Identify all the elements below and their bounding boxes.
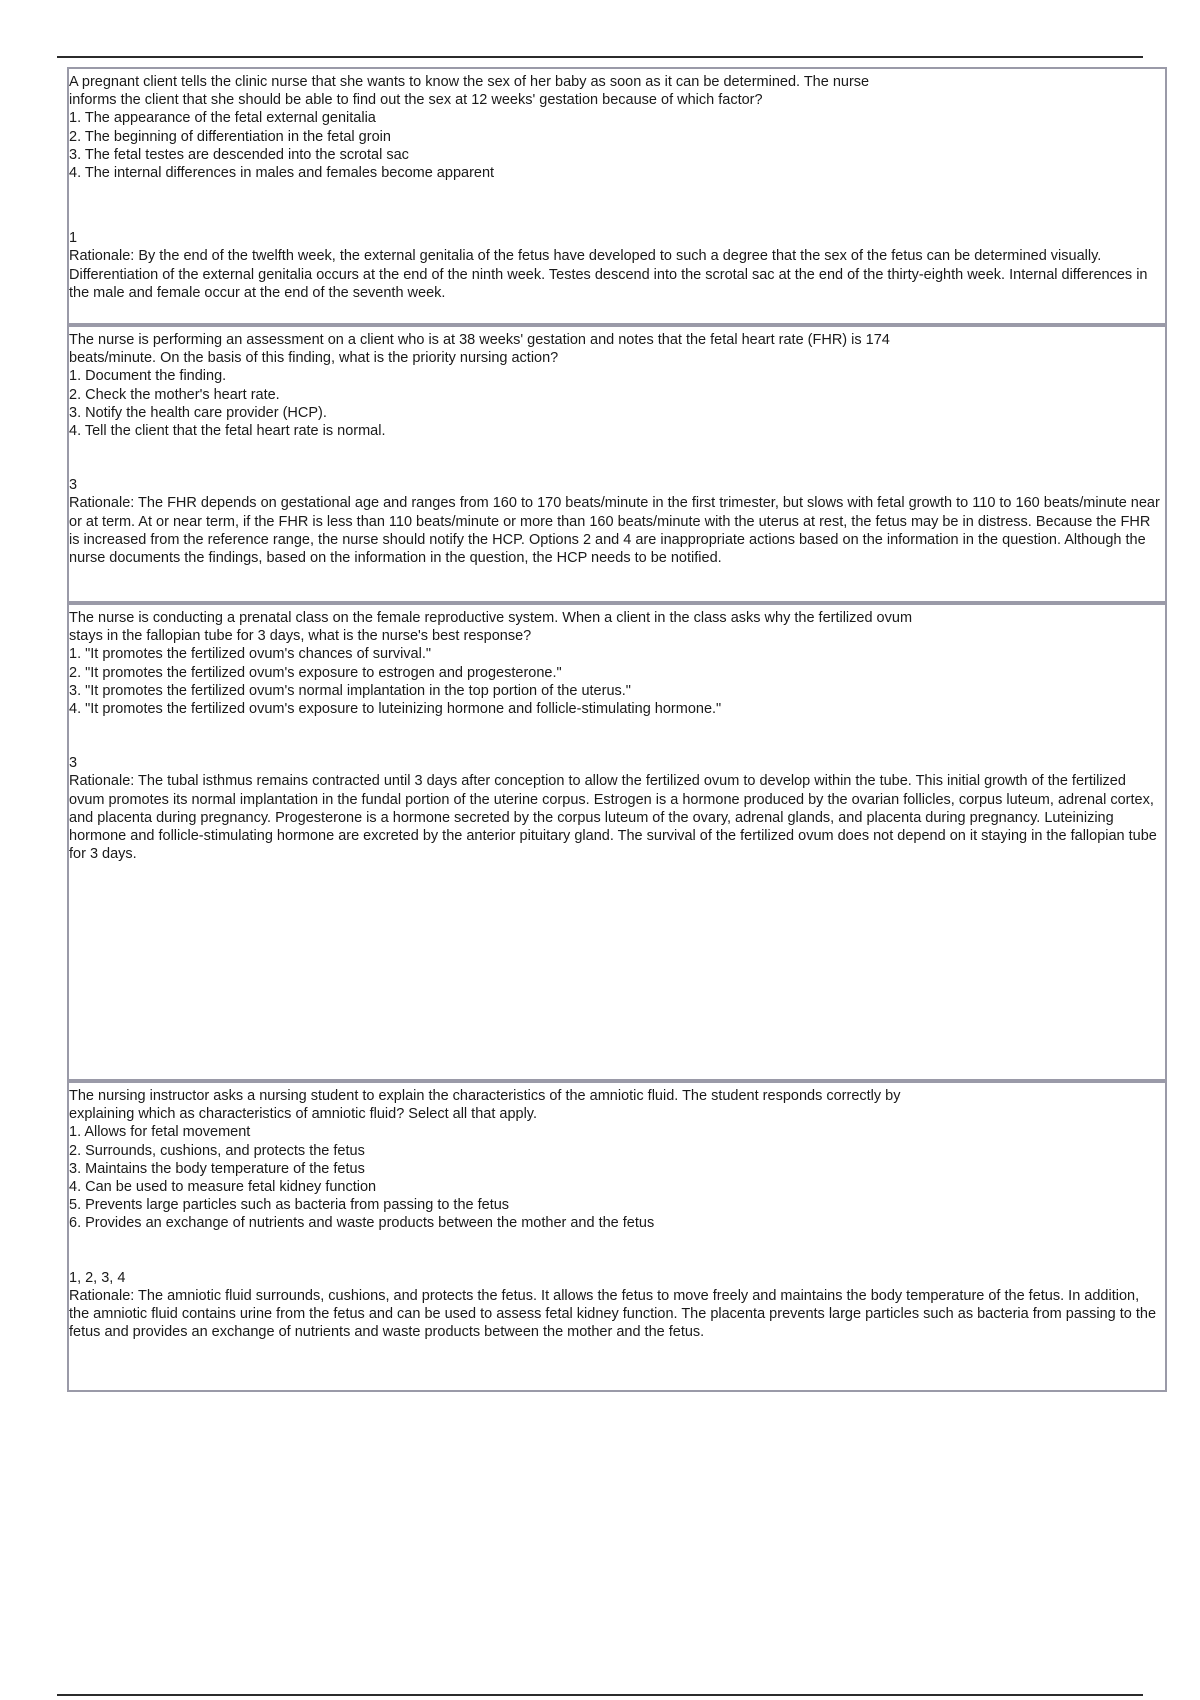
option-item: 1. Document the finding.: [69, 368, 227, 385]
rationale-text: Rationale: By the end of the twelfth week, the external genitalia of the fetus have developed to such a degree that the sex of the fetus can be determined visually. Differentiation of the external genitalia occurs at the end of the ninth week. Testes descend into the scrotal sac at the end of the thirty-eighth week. Internal differences in the male and female occur at the end of the seventh week.: [69, 248, 1148, 301]
answer-key: 1: [69, 230, 78, 247]
option-item: 2. Check the mother's heart rate.: [69, 386, 280, 403]
question-card: [67, 325, 1167, 603]
question-card: [67, 1081, 1167, 1392]
answer-key: 3: [69, 755, 78, 772]
rationale-text: Rationale: The FHR depends on gestational age and ranges from 160 to 170 beats/minute in the first trimester, but slows with fetal growth to 110 to 160 beats/minute near or at term. At or near term, if the FHR is less than 110 beats/minute or more than 160 beats/minute with the uterus at rest, the fetus may be in distress. Because the FHR is increased from the reference range, the nurse should notify the HCP. Options 2 and 4 are inappropriate actions based on the information in the question. Although the nurse documents the findings, based on the information in the question, the HCP needs to be notified.: [69, 495, 1160, 567]
option-item: 4. The internal differences in males and females become apparent: [69, 165, 495, 182]
option-item: 1. "It promotes the fertilized ovum's chances of survival.": [69, 646, 432, 663]
option-item: 5. Prevents large particles such as bacteria from passing to the fetus: [69, 1197, 510, 1214]
option-list: [69, 1123, 1165, 1232]
option-item: 2. The beginning of differentiation in the fetal groin: [69, 128, 391, 145]
option-item: 4. "It promotes the fertilized ovum's exposure to luteinizing hormone and follicle-stimulating hormone.": [69, 701, 722, 718]
question-stem: The nursing instructor asks a nursing student to explain the characteristics of the amniotic fluid. The student responds correctly by explaining which as characteristics of amniotic fluid? Select all that apply.: [69, 1088, 901, 1123]
option-item: 2. "It promotes the fertilized ovum's exposure to estrogen and progesterone.": [69, 664, 562, 681]
option-list: [69, 645, 1165, 718]
option-item: 3. Notify the health care provider (HCP).: [69, 404, 327, 421]
option-item: 4. Tell the client that the fetal heart rate is normal.: [69, 423, 386, 440]
answer-key: 1, 2, 3, 4: [69, 1269, 126, 1286]
question-stem: The nurse is performing an assessment on a client who is at 38 weeks' gestation and notes that the fetal heart rate (FHR) is 174 beats/minute. On the basis of this finding, what is the priority nursing action?: [69, 332, 890, 367]
option-item: 3. "It promotes the fertilized ovum's normal implantation in the top portion of the uterus.": [69, 682, 631, 699]
option-item: 1. The appearance of the fetal external genitalia: [69, 110, 376, 127]
option-item: 3. Maintains the body temperature of the fetus: [69, 1160, 365, 1177]
page-bottom-rule: [57, 1694, 1143, 1696]
option-list: [69, 367, 1165, 440]
rationale-text: Rationale: The tubal isthmus remains contracted until 3 days after conception to allow the fertilized ovum to develop within the tube. This initial growth of the fertilized ovum promotes its normal implantation in the fundal portion of the uterine corpus. Estrogen is a hormone produced by the ovarian follicles, corpus luteum, adrenal cortex, and placenta during pregnancy. Progesterone is a hormone secreted by the corpus luteum of the ovary, adrenal glands, and placenta during pregnancy. Luteinizing hormone and follicle-stimulating hormone are excreted by the anterior pituitary gland. The survival of the fertilized ovum does not depend on it staying in the fallopian tube for 3 days.: [69, 773, 1157, 863]
option-item: 2. Surrounds, cushions, and protects the fetus: [69, 1142, 365, 1159]
page-top-rule: [57, 56, 1143, 58]
option-item: 4. Can be used to measure fetal kidney function: [69, 1179, 377, 1196]
option-item: 6. Provides an exchange of nutrients and waste products between the mother and the fetus: [69, 1215, 655, 1232]
question-card: [67, 603, 1167, 1081]
question-card: [67, 67, 1167, 325]
answer-key: 3: [69, 477, 78, 494]
option-item: 1. Allows for fetal movement: [69, 1124, 251, 1141]
rationale-text: Rationale: The amniotic fluid surrounds, cushions, and protects the fetus. It allows the fetus to move freely and maintains the body temperature of the fetus. In addition, the amniotic fluid contains urine from the fetus and can be used to assess fetal kidney function. The placenta prevents large particles such as bacteria from passing to the fetus and provides an exchange of nutrients and waste products between the mother and the fetus.: [69, 1287, 1157, 1341]
question-stem: A pregnant client tells the clinic nurse that she wants to know the sex of her baby as soon as it can be determined. The nurse informs the client that she should be able to find out the sex at 12 weeks' gestation because of which factor?: [69, 74, 870, 109]
option-item: 3. The fetal testes are descended into the scrotal sac: [69, 146, 409, 163]
option-list: [69, 109, 1165, 182]
question-stem: The nurse is conducting a prenatal class on the female reproductive system. When a client in the class asks why the fertilized ovum stays in the fallopian tube for 3 days, what is the nurse's best response?: [69, 610, 913, 645]
